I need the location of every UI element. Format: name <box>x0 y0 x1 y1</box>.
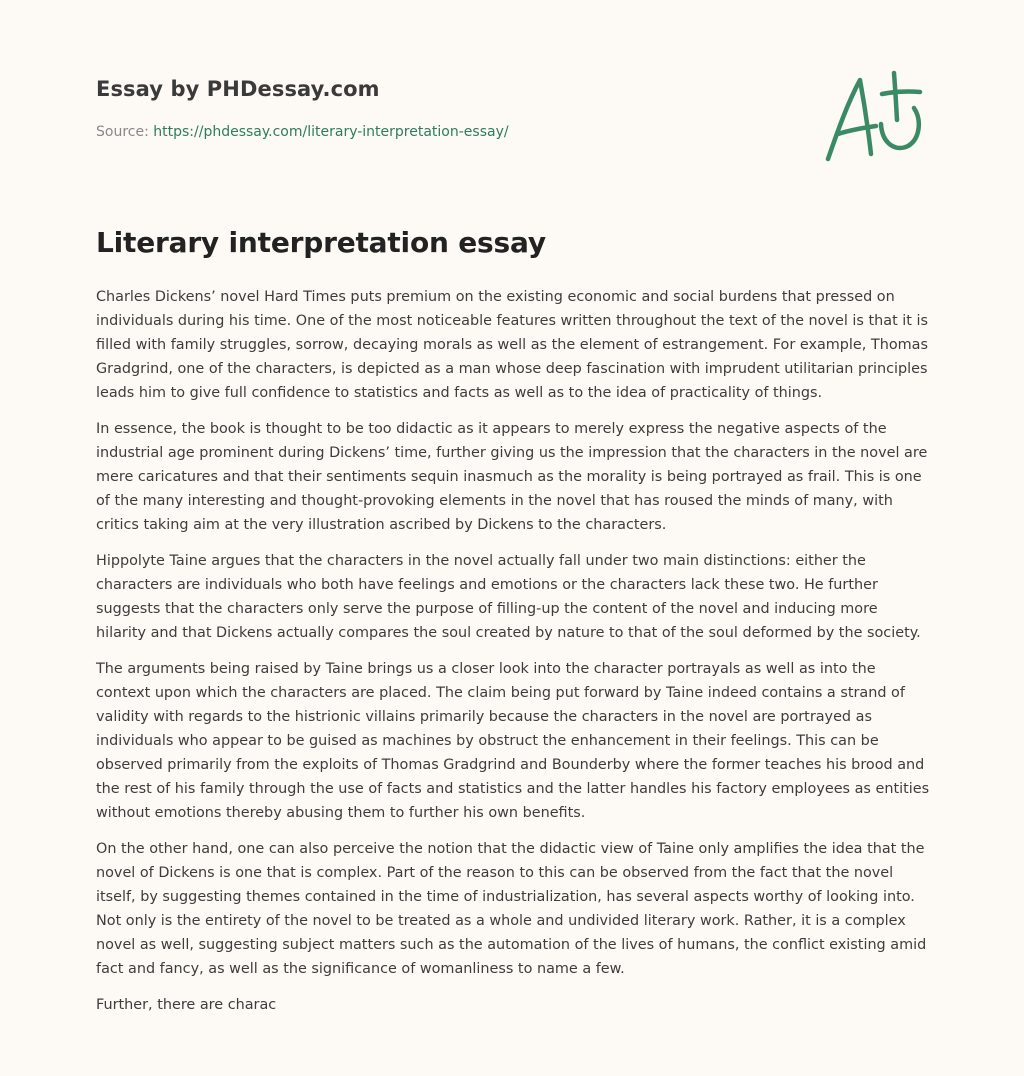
essay-paragraph-truncated: Further, there are charac <box>96 997 277 1013</box>
a-plus-grade-icon <box>824 68 928 164</box>
essay-body <box>96 285 932 1029</box>
essay-paragraph: In essence, the book is thought to be too didactic as it appears to merely express the negative aspects of the industrial age prominent during Dickens’ time, further giving us the impression that the characters in the novel are mere caricatures and that their sentiments sequin inasmuch as the morality is being portrayed as frail. This is one of the many interesting and thought-provoking elements in the novel that has roused the minds of many, with critics taking aim at the very illustration ascribed by Dickens to the characters. <box>96 421 928 533</box>
essay-paragraph: The arguments being raised by Taine brings us a closer look into the character portrayals as well as into the context upon which the characters are placed. The claim being put forward by Taine indeed contains a strand of validity with regards to the histrionic villains primarily because the characters in the novel are portrayed as individuals who appear to be guised as machines by obstruct the enhancement in their feelings. This can be observed primarily from the exploits of Thomas Gradgrind and Bounderby where the former teaches his brood and the rest of his family through the use of facts and statistics and the latter handles his factory employees as entities without emotions thereby abusing them to further his own benefits. <box>96 661 930 821</box>
source-link[interactable]: https://phdessay.com/literary-interpretation-essay/ <box>153 124 509 140</box>
site-brand: Essay by PHDessay.com <box>96 77 380 101</box>
essay-paragraph: On the other hand, one can also perceive the notion that the didactic view of Taine only amplifies the idea that the novel of Dickens is one that is complex. Part of the reason to this can be observed from the fact that the novel itself, by suggesting themes contained in the time of industrialization, has several aspects worthy of looking into. Not only is the entirety of the novel to be treated as a whole and undivided literary work. Rather, it is a complex novel as well, suggesting subject matters such as the automation of the lives of humans, the conflict existing amid fact and fancy, as well as the significance of womanliness to name a few. <box>96 841 927 977</box>
source-line <box>96 124 509 140</box>
essay-title: Literary interpretation essay <box>96 226 546 259</box>
essay-paragraph: Hippolyte Taine argues that the characters in the novel actually fall under two main distinctions: either the characters are individuals who both have feelings and emotions or the characters lack these two. He further suggests that the characters only serve the purpose of filling-up the content of the novel and inducing more hilarity and that Dickens actually compares the soul created by nature to that of the soul deformed by the society. <box>96 553 921 641</box>
source-label: Source: <box>96 124 154 140</box>
page-header <box>96 0 928 180</box>
essay-paragraph: Charles Dickens’ novel Hard Times puts premium on the existing economic and social burdens that pressed on individuals during his time. One of the most noticeable features written throughout the text of the novel is that it is filled with family struggles, sorrow, decaying morals as well as the element of estrangement. For example, Thomas Gradgrind, one of the characters, is depicted as a man whose deep fascination with imprudent utilitarian principles leads him to give full confidence to statistics and facts as well as to the idea of practicality of things. <box>96 289 929 401</box>
